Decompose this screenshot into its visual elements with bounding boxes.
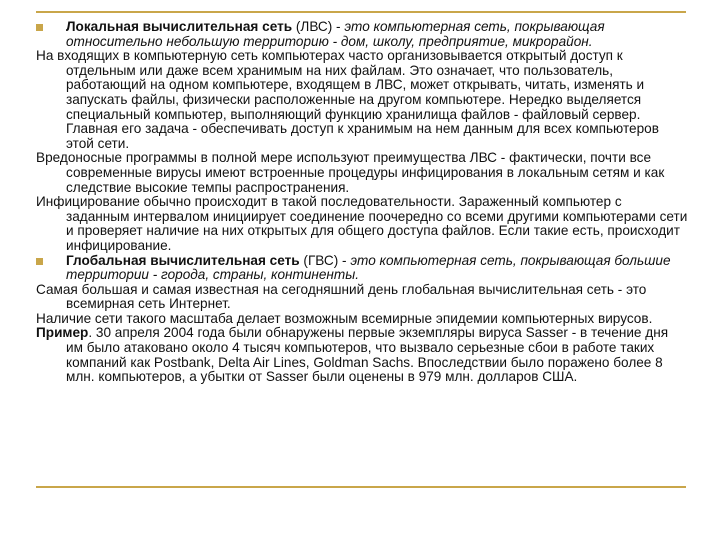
paragraph-malware-lan: Вредоносные программы в полной мере используют преимущества ЛВС - фактически, почти все современные вирусы имеют встроенные процедуры инфицирования в локальным сетям и как следствие высокие темпы распространения.: [36, 150, 665, 195]
wan-abbr: (ГВС) -: [299, 252, 351, 268]
paragraph-epidemics: Наличие сети такого масштаба делает возможным всемирные эпидемии компьютерных вирусов.: [36, 310, 653, 326]
bottom-divider: [36, 486, 686, 488]
wan-definition: это компьютерная сеть, покрывающая большие территории - города, страны, континенты.: [66, 252, 671, 283]
definition-wan: [36, 254, 688, 283]
square-bullet-icon: [36, 24, 43, 31]
lan-term: Локальная вычислительная сеть: [66, 19, 293, 34]
lan-abbr: (ЛВС) -: [292, 19, 345, 34]
example-label: Пример: [36, 325, 89, 341]
paragraph-example: [36, 326, 688, 384]
top-divider: [36, 11, 686, 13]
paragraph-infection-sequence: Инфицирование обычно происходит в такой последовательности. Зараженный компьютер с заданным интервалом инициирует соединение поочередно со всеми другими компьютерами сети и проверяет наличие на них открытых для общего доступа файлов. Если такие есть, происходит инфицирование.: [36, 194, 688, 253]
paragraph-file-sharing: На входящих в компьютерную сеть компьютерах часто организовывается открытый доступ к отдельным или даже всем хранимым на них файлам. Это означает, что пользователь, работающий на одном компьютере, входящем в ЛВС, может открывать, читать, изменять и запускать файлы, физически расположенные на другом компьютере. Нередко выделяется специальный компьютер, выполняющий функцию хранилища файлов - файловый сервер. Главная его задача - обеспечивать доступ к хранимым на нем данным для всех компьютеров этой сети.: [36, 48, 659, 151]
example-text: . 30 апреля 2004 года были обнаружены первые экземпляры вируса Sasser - в течение дня им было атаковано около 4 тысяч компьютеров, что вызвало серьезные сбои в работе таких компаний как Postbank, Delta Air Lines, Goldman Sachs. Впоследствии было поражено более 8 млн. компьютеров, а убытки от Sasser были оценены в 979 млн. долларов США.: [66, 325, 669, 385]
square-bullet-icon: [36, 258, 43, 265]
wan-term: Глобальная вычислительная сеть: [66, 252, 300, 268]
definition-lan: [36, 20, 688, 49]
lan-definition: это компьютерная сеть, покрывающая относительно небольшую территорию - дом, школу, предприятие, микрорайон.: [66, 19, 605, 49]
paragraph-internet: Самая большая и самая известная на сегодняшний день глобальная вычислительная сеть - это всемирная сеть Интернет.: [36, 281, 647, 312]
slide-content: [36, 20, 688, 385]
